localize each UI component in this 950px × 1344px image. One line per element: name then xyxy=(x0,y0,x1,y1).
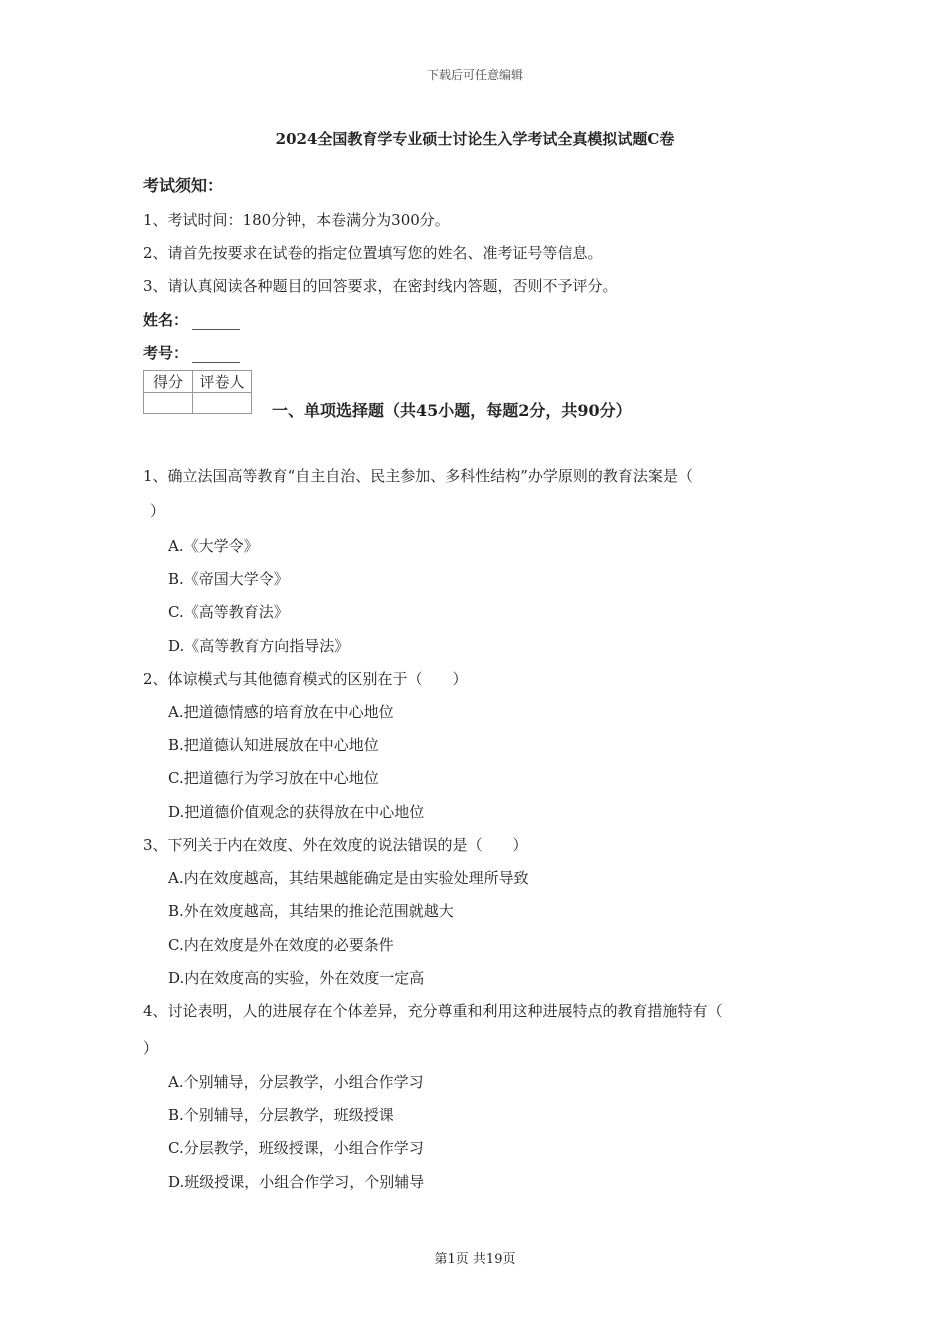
grader-cell[interactable] xyxy=(193,393,252,414)
notice-item: 2、请首先按要求在试卷的指定位置填写您的姓名、准考证号等信息。 xyxy=(143,244,603,262)
question-stem: 1、确立法国高等教育“自主自治、民主参加、多科性结构”办学原则的教育法案是（ xyxy=(143,467,693,485)
score-header: 得分 xyxy=(144,371,193,393)
notice-heading: 考试须知： xyxy=(143,176,224,195)
name-blank[interactable] xyxy=(192,315,240,330)
option-c: C.内在效度是外在效度的必要条件 xyxy=(168,936,394,954)
question-stem-cont: ） xyxy=(150,502,166,520)
option-c: C.分层教学，班级授课，小组合作学习 xyxy=(168,1139,424,1157)
question-stem: 3、下列关于内在效度、外在效度的说法错误的是（ ） xyxy=(143,836,528,854)
page-footer: 第1页 共19页 xyxy=(434,1252,516,1267)
id-label: 考号： xyxy=(143,344,189,362)
notice-item: 3、请认真阅读各种题目的回答要求，在密封线内答题，否则不予评分。 xyxy=(143,277,618,295)
section-heading: 一、单项选择题（共45小题，每题2分，共90分） xyxy=(272,401,632,420)
score-table xyxy=(143,370,252,414)
option-a: A.把道德情感的培育放在中心地位 xyxy=(168,703,394,721)
name-field xyxy=(143,309,240,330)
option-b: B.外在效度越高，其结果的推论范围就越大 xyxy=(168,902,454,920)
option-d: D.《高等教育方向指导法》 xyxy=(168,637,350,655)
option-b: B.《帝国大学令》 xyxy=(168,570,289,588)
option-a: A.个别辅导，分层教学，小组合作学习 xyxy=(168,1073,424,1091)
option-a: A.《大学令》 xyxy=(168,537,259,555)
question-stem: 4、讨论表明，人的进展存在个体差异，充分尊重和利用这种进展特点的教育措施特有（ xyxy=(143,1002,723,1020)
question-stem: 2、体谅模式与其他德育模式的区别在于（ ） xyxy=(143,670,468,688)
option-d: D.班级授课，小组合作学习，个别辅导 xyxy=(168,1173,425,1191)
grader-header: 评卷人 xyxy=(193,371,252,393)
score-cell[interactable] xyxy=(144,393,193,414)
option-c: C.把道德行为学习放在中心地位 xyxy=(168,769,379,787)
name-label: 姓名： xyxy=(143,311,189,329)
option-c: C.《高等教育法》 xyxy=(168,603,289,621)
option-d: D.内在效度高的实验，外在效度一定高 xyxy=(168,969,425,987)
id-blank[interactable] xyxy=(192,348,240,363)
header-note: 下载后可任意编辑 xyxy=(426,68,523,82)
id-field xyxy=(143,342,240,363)
option-a: A.内在效度越高，其结果越能确定是由实验处理所导致 xyxy=(168,869,529,887)
option-b: B.个别辅导，分层教学，班级授课 xyxy=(168,1106,394,1124)
document-title: 2024全国教育学专业硕士讨论生入学考试全真模拟试题C卷 xyxy=(275,130,675,148)
option-d: D.把道德价值观念的获得放在中心地位 xyxy=(168,803,425,821)
option-b: B.把道德认知进展放在中心地位 xyxy=(168,736,379,754)
question-stem-cont: ） xyxy=(143,1039,159,1057)
notice-item: 1、考试时间：180分钟，本卷满分为300分。 xyxy=(143,211,450,229)
